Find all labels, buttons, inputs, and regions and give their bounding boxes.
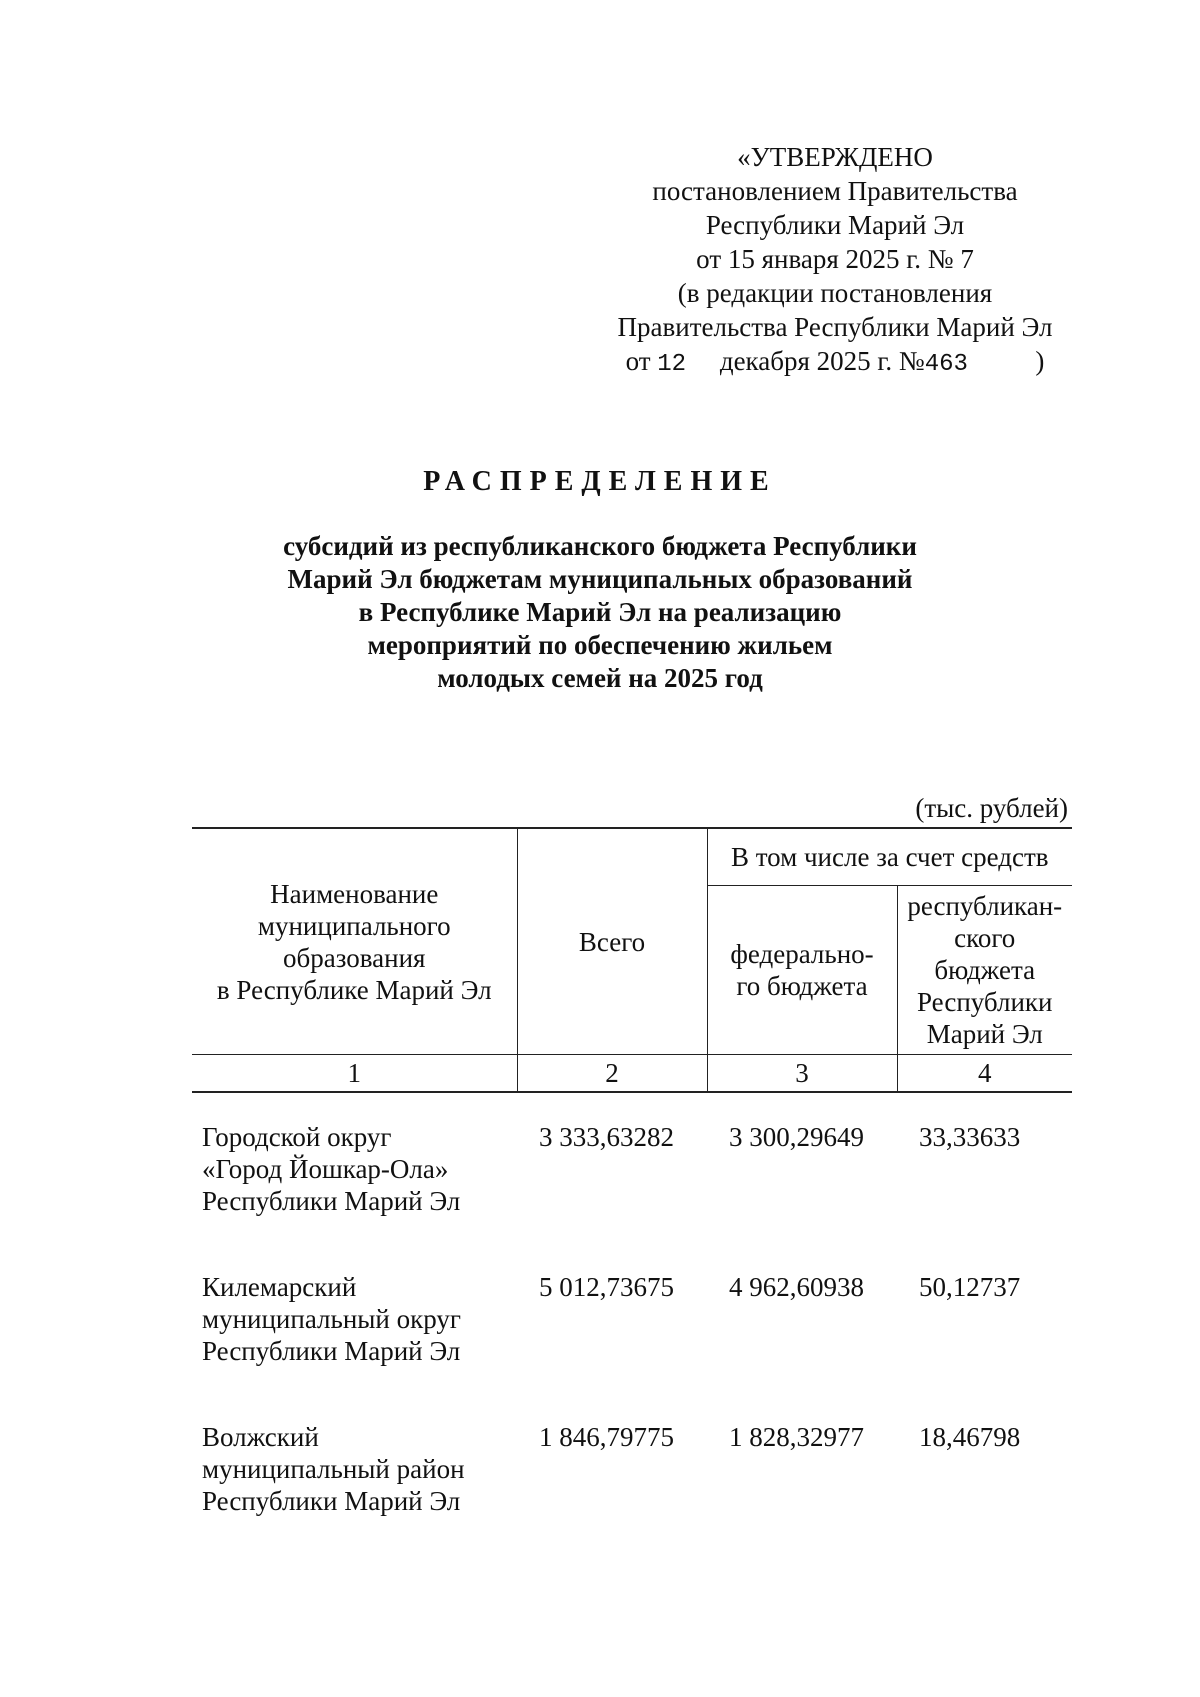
decree-number: 463: [924, 351, 968, 378]
table-row: [192, 1243, 1072, 1393]
name-line: Килемарский: [202, 1272, 357, 1302]
subtitle-line-4: мероприятий по обеспечению жильем: [367, 630, 833, 660]
approval-line-2: постановлением Правительства: [652, 176, 1018, 206]
name-line: Республики Марий Эл: [202, 1486, 461, 1516]
municipality-name: [192, 1092, 517, 1243]
header-name-line: в Республике Марий Эл: [216, 974, 492, 1005]
name-line: муниципальный округ: [202, 1304, 461, 1334]
document-subtitle: [0, 530, 1200, 695]
column-number: 1: [192, 1055, 517, 1093]
approval-date-line: [600, 344, 1070, 382]
table-row: [192, 1393, 1072, 1543]
republic-value: 50,12737: [919, 1272, 1021, 1302]
approval-line-5: (в редакции постановления: [677, 278, 993, 308]
date-prefix: от: [625, 346, 651, 376]
name-line: муниципальный район: [202, 1454, 465, 1484]
approval-line-4: от 15 января 2025 г. № 7: [696, 244, 974, 274]
subtitle-line-1: субсидий из республиканского бюджета Республики: [283, 531, 917, 561]
name-line: «Город Йошкар-Ола»: [202, 1154, 449, 1184]
federal-value: 3 300,29649: [729, 1122, 864, 1152]
federal-value: 1 828,32977: [729, 1422, 864, 1452]
federal-value: 4 962,60938: [729, 1272, 864, 1302]
header-republic-line: ского: [954, 923, 1016, 953]
header-total: Всего: [517, 828, 707, 1055]
header-republic-line: республикан-: [907, 891, 1063, 921]
municipality-name: [192, 1393, 517, 1543]
total-value: 1 846,79775: [539, 1422, 674, 1452]
header-name-line: Наименование: [270, 878, 439, 909]
municipality-name: [192, 1243, 517, 1393]
name-line: Волжский: [202, 1422, 319, 1452]
total-value: 5 012,73675: [539, 1272, 674, 1302]
distribution-table: [192, 827, 1072, 1543]
date-day: 12: [657, 351, 687, 378]
units-label: (тыс. рублей): [915, 793, 1068, 823]
subtitle-line-5: молодых семей на 2025 год: [437, 663, 763, 693]
document-title: РАСПРЕДЕЛЕНИЕ: [423, 466, 777, 497]
header-name-line: муниципального: [257, 910, 451, 941]
republic-value: 33,33633: [919, 1122, 1021, 1152]
closing-paren: ): [1035, 346, 1045, 376]
column-number: 3: [707, 1055, 897, 1093]
approval-line-3: Республики Марий Эл: [705, 210, 965, 240]
total-value: 3 333,63282: [539, 1122, 674, 1152]
header-republic: [897, 886, 1072, 1055]
header-federal: [707, 886, 897, 1055]
column-number: 2: [517, 1055, 707, 1093]
approval-line-6: Правительства Республики Марий Эл: [617, 312, 1053, 342]
subtitle-line-3: в Республике Марий Эл на реализацию: [358, 597, 842, 627]
column-number: 4: [897, 1055, 1072, 1093]
subtitle-line-2: Марий Эл бюджетам муниципальных образований: [287, 564, 913, 594]
header-republic-line: Республики: [917, 987, 1053, 1017]
date-middle: декабря 2025 г. №: [719, 346, 925, 376]
header-federal-line: федерально-: [730, 939, 874, 969]
header-name-line: образования: [283, 942, 426, 973]
header-republic-line: Марий Эл: [926, 1019, 1043, 1049]
header-federal-line: го бюджета: [736, 971, 868, 1001]
table-row: [192, 1092, 1072, 1243]
header-including: В том числе за счет средств: [707, 828, 1072, 886]
name-line: Республики Марий Эл: [202, 1186, 461, 1216]
name-line: Городской округ: [202, 1122, 392, 1152]
name-line: Республики Марий Эл: [202, 1336, 461, 1366]
approval-block: [600, 140, 1070, 382]
header-name: [192, 828, 517, 1055]
header-republic-line: бюджета: [934, 955, 1036, 985]
republic-value: 18,46798: [919, 1422, 1021, 1452]
approval-heading: «УТВЕРЖДЕНО: [737, 142, 933, 172]
